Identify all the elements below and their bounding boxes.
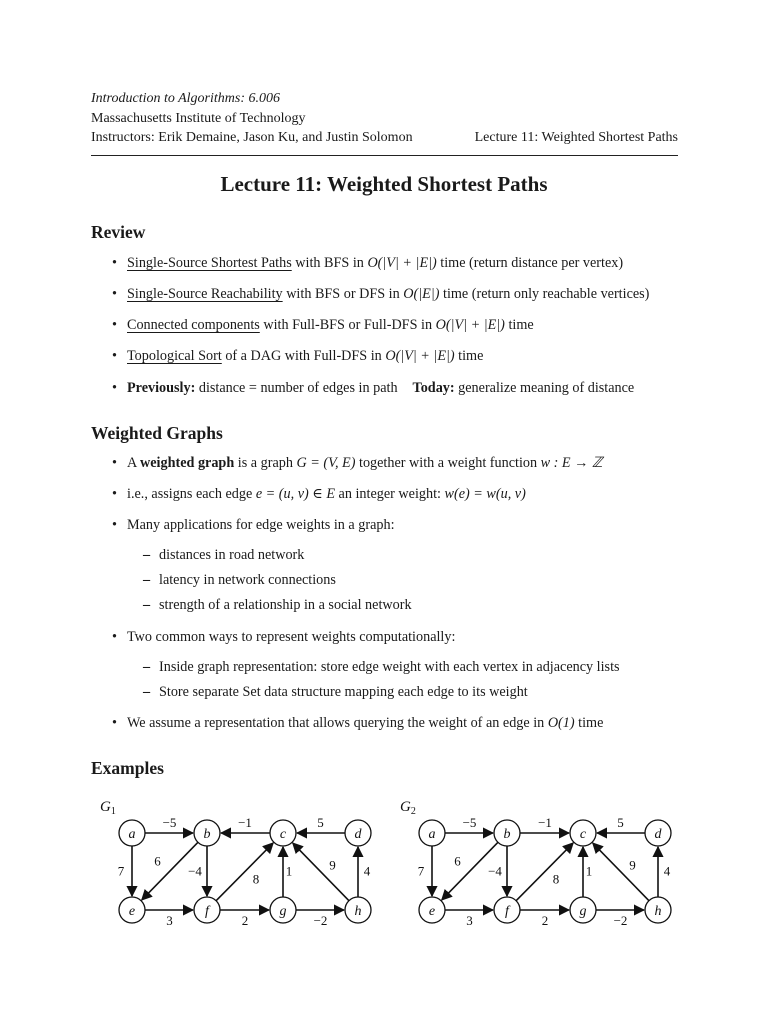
edge-weight-label: −2 xyxy=(313,913,328,928)
graph-node-label: c xyxy=(279,827,287,842)
review-item-text: time (return distance per vertex) xyxy=(436,255,624,271)
today-label: Today: xyxy=(412,380,455,396)
graph-node-label: g xyxy=(279,904,287,919)
weighted-math: w(e) = w(u, v) xyxy=(444,486,526,502)
edge-weight-label: 4 xyxy=(663,863,671,879)
weighted-math: O(1) xyxy=(547,715,575,731)
instructors-line: Instructors: Erik Demaine, Jason Ku, and Justin Solomon xyxy=(91,130,413,145)
review-item-previously xyxy=(112,380,634,397)
graph-name-label: $G_2$ xyxy=(400,799,416,817)
review-item-text: of a DAG with Full-DFS in xyxy=(221,348,386,364)
edge-weight-label: 7 xyxy=(417,863,425,879)
edge-weight-label: 5 xyxy=(617,815,624,830)
bullet-dot: • xyxy=(112,455,117,471)
edge-weight-label: 6 xyxy=(454,853,461,869)
sub-item-text: Store separate Set data structure mapping each edge to its weight xyxy=(159,684,528,700)
weighted-text: time xyxy=(574,715,604,731)
sub-item xyxy=(143,659,620,676)
dash-marker: – xyxy=(143,597,151,613)
bullet-dot: • xyxy=(112,380,117,396)
edge-weight-label: −1 xyxy=(538,815,552,830)
graph-node-label: d xyxy=(654,827,662,842)
edge-weight-label: 1 xyxy=(585,863,593,879)
review-item-math: O(|V| + |E|) xyxy=(367,255,437,271)
bullet-dot: • xyxy=(112,255,117,271)
review-item-text: time xyxy=(504,317,534,333)
lecture-label: Lecture 11: Weighted Shortest Paths xyxy=(474,130,678,145)
review-item-math: O(|E|) xyxy=(403,286,440,302)
dash-marker: – xyxy=(143,547,151,563)
weighted-math: w : E → ℤ xyxy=(540,455,603,471)
graph-node-label: a xyxy=(428,827,436,842)
graph-edge-h-c xyxy=(593,843,649,901)
sub-item xyxy=(143,684,528,701)
weighted-math: G = (V, E) xyxy=(296,455,356,471)
header-rule xyxy=(91,155,678,156)
course-name: Introduction to Algorithms: 6.006 xyxy=(91,91,280,106)
previously-label: Previously: xyxy=(127,380,196,396)
bullet-dot: • xyxy=(112,715,117,731)
edge-weight-label: 9 xyxy=(629,857,636,873)
today-text: generalize meaning of distance xyxy=(454,380,635,396)
section-heading-weighted-graphs: Weighted Graphs xyxy=(91,423,223,443)
weighted-item xyxy=(112,517,395,534)
graph-edge-f-c xyxy=(216,843,273,901)
sub-item-text: distances in road network xyxy=(159,547,305,563)
weighted-item xyxy=(112,715,603,732)
edge-weight-label: 8 xyxy=(552,871,560,887)
sub-item xyxy=(143,572,336,589)
graph-figure-g1 xyxy=(92,795,382,935)
sub-item-text: strength of a relationship in a social network xyxy=(159,597,412,613)
bullet-dot: • xyxy=(112,317,117,333)
graph-node-label: e xyxy=(428,904,436,919)
review-item-link[interactable]: Topological Sort xyxy=(127,348,222,364)
edge-weight-label: 5 xyxy=(317,815,324,830)
weighted-math: e = (u, v) ∈ E xyxy=(255,486,335,502)
review-item-link[interactable]: Single-Source Shortest Paths xyxy=(127,255,292,271)
bullet-dot: • xyxy=(112,629,117,645)
bullet-dot: • xyxy=(112,517,117,533)
sub-item-text: latency in network connections xyxy=(159,572,336,588)
weighted-text: A xyxy=(127,455,141,471)
dash-marker: – xyxy=(143,659,151,675)
bullet-dot: • xyxy=(112,286,117,302)
review-item-text: with BFS in xyxy=(291,255,368,271)
edge-weight-label: −4 xyxy=(188,863,202,879)
graph-node-label: a xyxy=(128,827,136,842)
review-item-math: O(|V| + |E|) xyxy=(435,317,505,333)
edge-weight-label: 1 xyxy=(285,863,293,879)
weighted-text: Two common ways to represent weights computationally: xyxy=(127,629,456,645)
edge-weight-label: 8 xyxy=(252,871,260,887)
graph-node-label: h xyxy=(654,904,662,919)
graph-edge-f-c xyxy=(516,843,573,901)
edge-weight-label: 7 xyxy=(117,863,125,879)
dash-marker: – xyxy=(143,684,151,700)
review-item xyxy=(112,255,623,272)
edge-weight-label: −4 xyxy=(488,863,502,879)
review-item-link[interactable]: Single-Source Reachability xyxy=(127,286,283,302)
graph-name-label: $G_1$ xyxy=(100,799,116,817)
sub-item xyxy=(143,597,412,614)
graph-node-label: d xyxy=(354,827,362,842)
edge-weight-label: 6 xyxy=(154,853,161,869)
graph-node-label: h xyxy=(354,904,362,919)
graph-node-label: e xyxy=(128,904,136,919)
edge-weight-label: 4 xyxy=(363,863,371,879)
weighted-text: Many applications for edge weights in a graph: xyxy=(127,517,395,533)
review-item-text: time (return only reachable vertices) xyxy=(439,286,650,302)
section-heading-review: Review xyxy=(91,222,146,242)
edge-weight-label: 3 xyxy=(166,913,173,928)
review-item-text: with BFS or DFS in xyxy=(282,286,404,302)
document-header xyxy=(91,89,678,148)
graph-node-label: b xyxy=(503,827,511,842)
graph-node-label: f xyxy=(505,904,509,919)
weighted-item xyxy=(112,629,455,646)
institution-name: Massachusetts Institute of Technology xyxy=(91,110,306,126)
edge-weight-label: 2 xyxy=(541,913,549,928)
edge-weight-label: −1 xyxy=(238,815,252,830)
graph-edge-h-c xyxy=(293,843,349,901)
edge-weight-label: −5 xyxy=(162,815,177,830)
section-heading-examples: Examples xyxy=(91,758,164,778)
review-item xyxy=(112,348,483,365)
graph-node-label: b xyxy=(203,827,211,842)
review-item-link[interactable]: Connected components xyxy=(127,317,260,333)
weighted-text: i.e., assigns each edge xyxy=(127,486,256,502)
page-title: Lecture 11: Weighted Shortest Paths xyxy=(220,172,548,196)
weighted-text: together with a weight function xyxy=(355,455,541,471)
bullet-dot: • xyxy=(112,486,117,502)
review-item-text: with Full-BFS or Full-DFS in xyxy=(259,317,436,333)
weighted-text: an integer weight: xyxy=(335,486,445,502)
edge-weight-label: 3 xyxy=(466,913,473,928)
sub-item-text: Inside graph representation: store edge weight with each vertex in adjacency lists xyxy=(159,659,620,675)
graph-figure-g2 xyxy=(392,795,682,935)
weighted-item xyxy=(112,486,526,503)
weighted-text: is a graph xyxy=(234,455,297,471)
weighted-term: weighted graph xyxy=(140,455,235,471)
graph-node-label: g xyxy=(579,904,587,919)
weighted-item xyxy=(112,455,602,472)
edge-weight-label: −5 xyxy=(462,815,477,830)
review-item xyxy=(112,317,534,334)
weighted-text: We assume a representation that allows querying the weight of an edge in xyxy=(127,715,548,731)
edge-weight-label: 2 xyxy=(241,913,249,928)
review-item-text: time xyxy=(454,348,484,364)
edge-weight-label: −2 xyxy=(613,913,628,928)
previously-text: distance = number of edges in path xyxy=(195,380,398,396)
review-item xyxy=(112,286,649,303)
header-row xyxy=(91,128,678,148)
dash-marker: – xyxy=(143,572,151,588)
review-item-math: O(|V| + |E|) xyxy=(385,348,455,364)
graph-node-label: c xyxy=(579,827,587,842)
bullet-dot: • xyxy=(112,348,117,364)
graph-node-label: f xyxy=(205,904,209,919)
sub-item xyxy=(143,547,304,564)
edge-weight-label: 9 xyxy=(329,857,336,873)
